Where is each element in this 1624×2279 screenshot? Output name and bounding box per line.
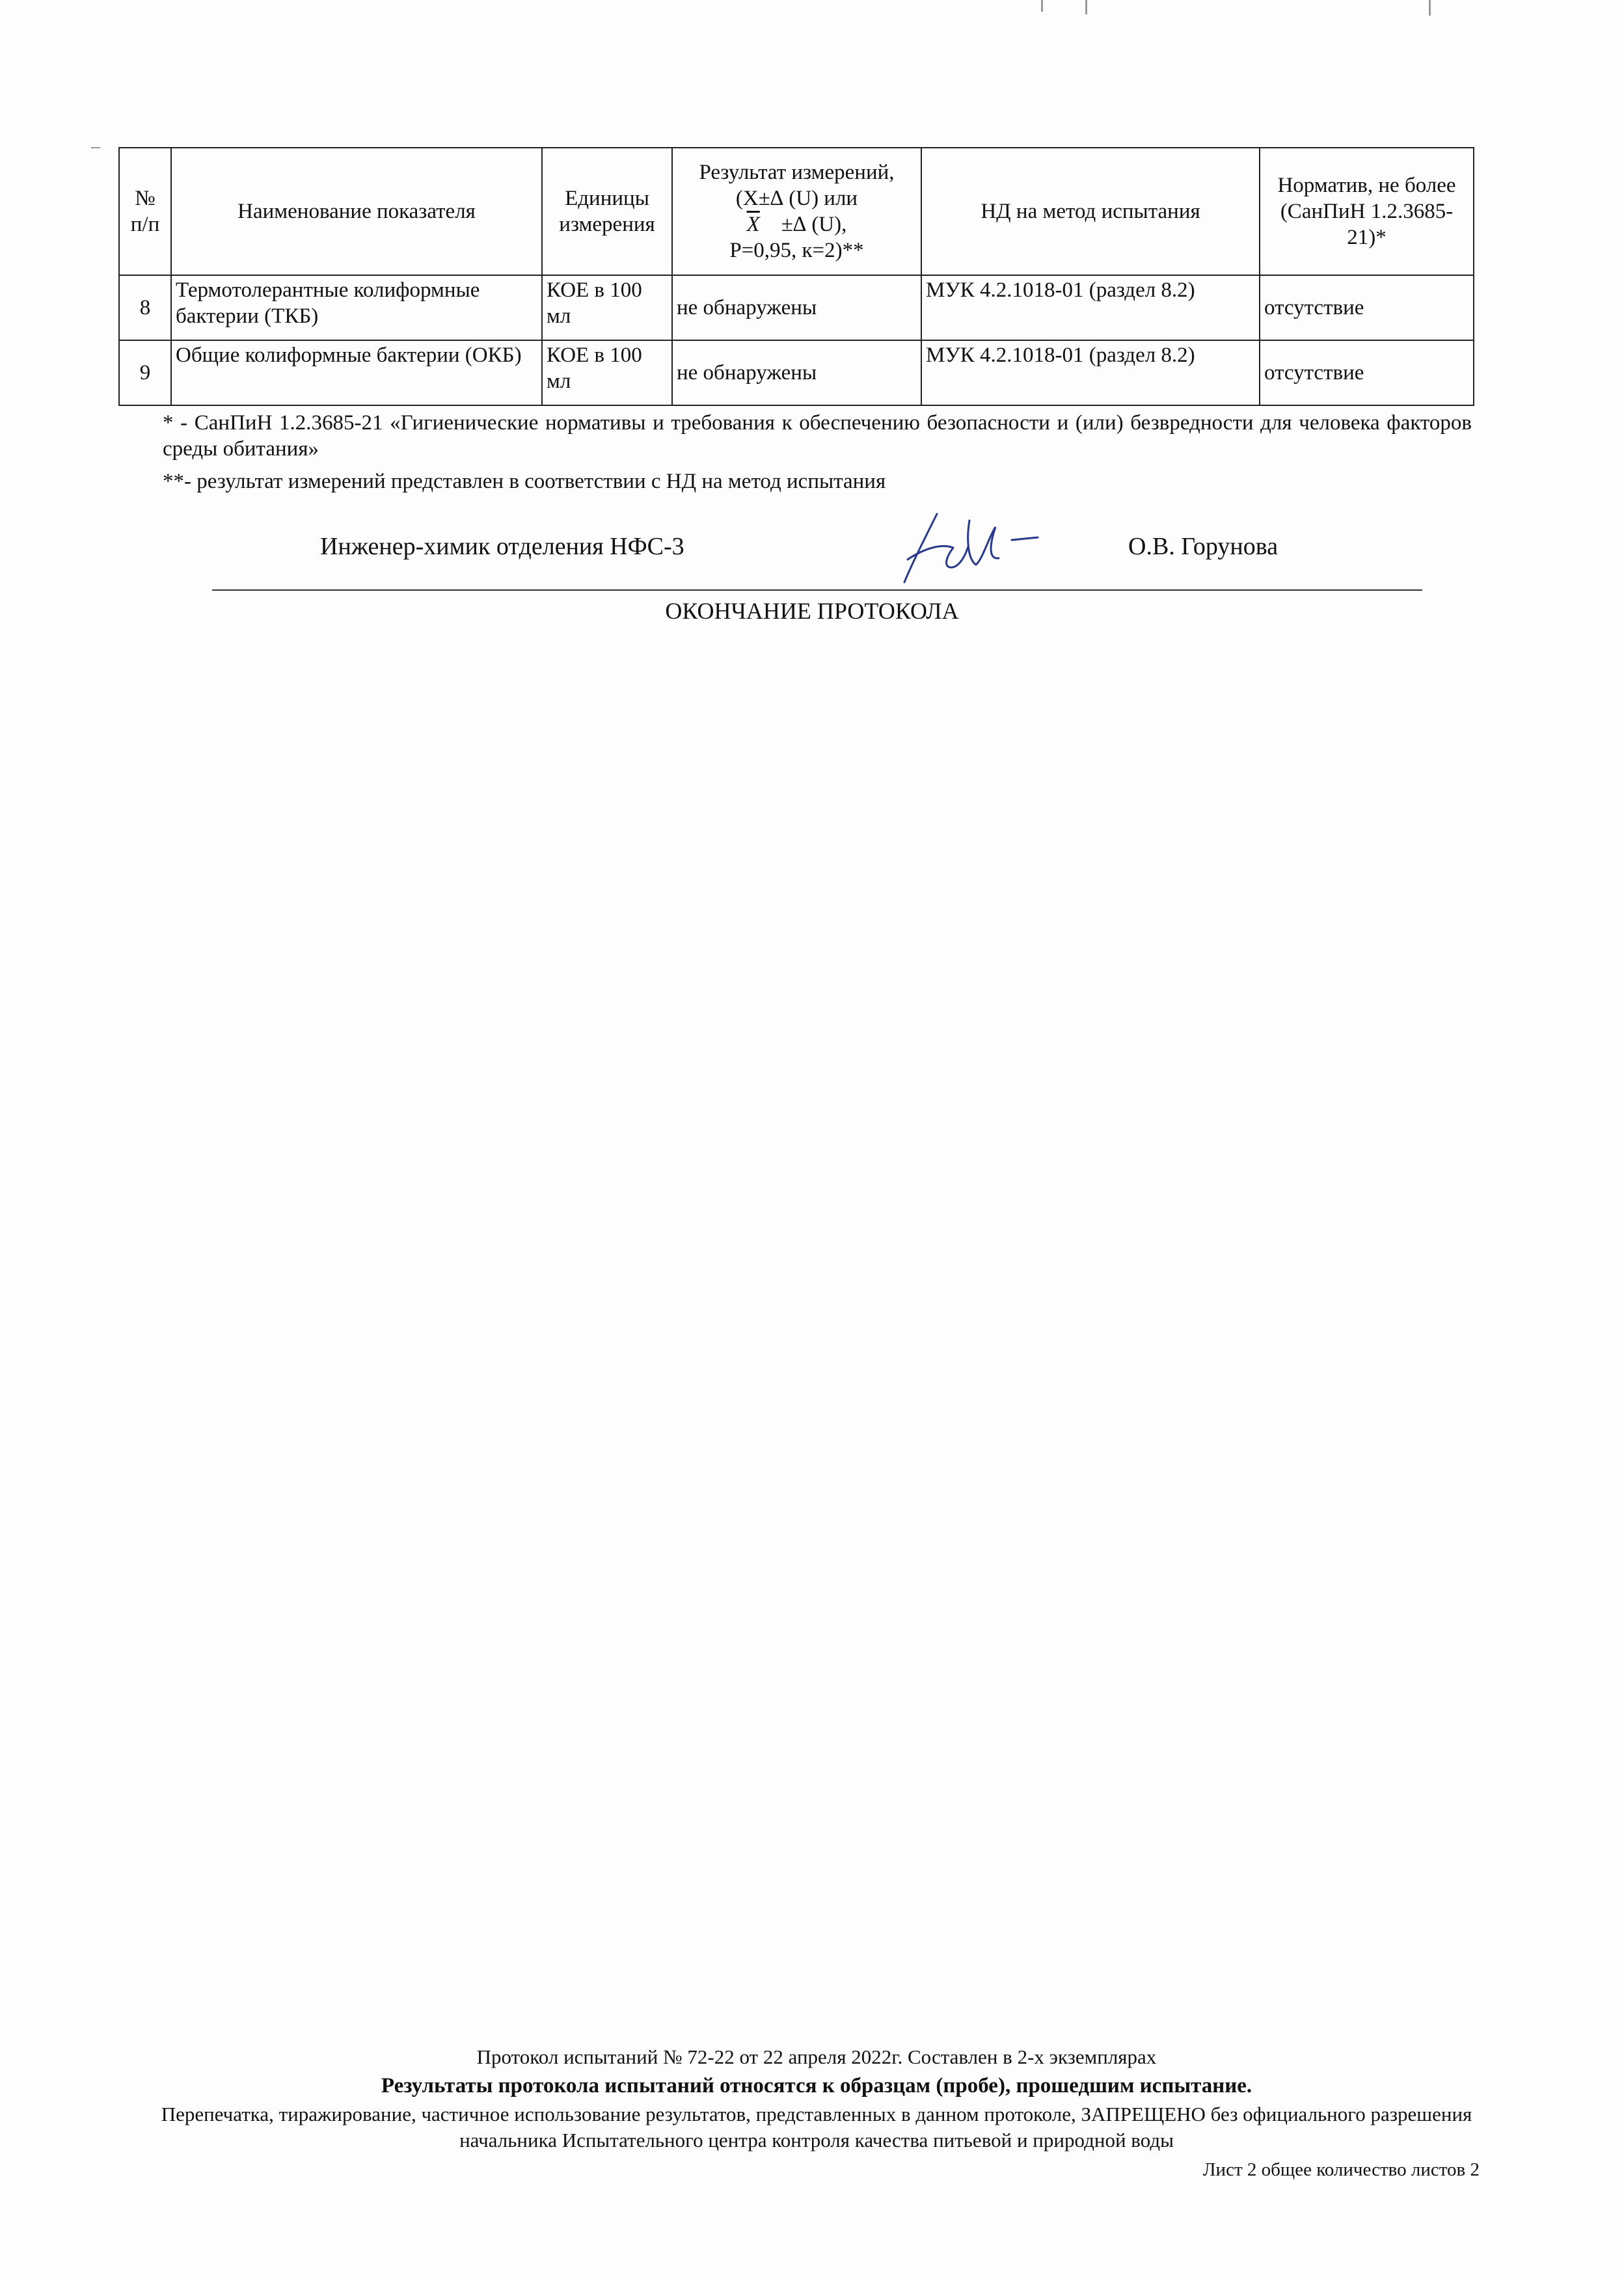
divider: [212, 589, 1422, 591]
row-units: КОЕ в 100 мл: [542, 275, 672, 340]
header-method: НД на метод испытания: [921, 148, 1260, 275]
scan-mark: [1041, 0, 1043, 12]
row-result: не обнаружены: [672, 340, 921, 405]
header-result-line2: (Х±∆ (U) или: [735, 186, 858, 210]
table-row: [119, 340, 1474, 405]
row-num: 8: [119, 275, 171, 340]
table-row: [119, 275, 1474, 340]
row-method: МУК 4.2.1018-01 (раздел 8.2): [921, 340, 1260, 405]
header-result-xbar: $\overline{X}$: [746, 213, 760, 236]
row-norm: отсутствие: [1260, 340, 1474, 405]
header-result: [672, 148, 921, 275]
results-disclaimer: Результаты протокола испытаний относятся к образцам (пробе), прошедшим испытание.: [381, 2074, 1252, 2097]
header-result-line1: Результат измерений,: [699, 160, 895, 184]
row-name: Общие колиформные бактерии (ОКБ): [171, 340, 542, 405]
scan-mark: [1085, 0, 1087, 14]
protocol-info: Протокол испытаний № 72-22 от 22 апреля 2022г. Составлен в 2-х экземплярах: [476, 2045, 1157, 2068]
row-units: КОЕ в 100 мл: [542, 340, 672, 405]
row-num: 9: [119, 340, 171, 405]
signer-name: О.В. Горунова: [1128, 533, 1279, 560]
results-table: [118, 147, 1474, 406]
reprint-notice: Перепечатка, тиражирование, частичное использование результатов, представленных в данном протоколе, ЗАПРЕЩЕНО без официального разрешения начальника Испытательного центра контроля качества питьевой и природной воды: [161, 2103, 1472, 2152]
row-result: не обнаружены: [672, 275, 921, 340]
header-result-line3-wrap: [677, 211, 917, 237]
scan-mark: [91, 147, 100, 148]
header-norm: Норматив, не более (СанПиН 1.2.3685-21)*: [1260, 148, 1474, 275]
handwritten-signature: [891, 501, 1061, 586]
end-of-protocol-label: ОКОНЧАНИЕ ПРОТОКОЛА: [665, 598, 959, 624]
footnote-1: * - СанПиН 1.2.3685-21 «Гигиенические нормативы и требования к обеспечению безопасности и (или) безвредности для человека факторов среды обитания»: [163, 411, 1472, 461]
header-name: Наименование показателя: [171, 148, 542, 275]
footnote-2: **- результат измерений представлен в соответствии с НД на метод испытания: [163, 470, 886, 493]
scan-mark: [1429, 0, 1431, 16]
header-result-line4: Р=0,95, к=2)**: [729, 239, 864, 263]
table-header-row: [119, 148, 1474, 275]
header-units: Единицы измерения: [542, 148, 672, 275]
row-method: МУК 4.2.1018-01 (раздел 8.2): [921, 275, 1260, 340]
header-num: № п/п: [119, 148, 171, 275]
row-norm: отсутствие: [1260, 275, 1474, 340]
sheet-counter: Лист 2 общее количество листов 2: [1202, 2159, 1480, 2180]
row-name: Термотолерантные колиформные бактерии (ТКБ): [171, 275, 542, 340]
header-result-line3: ±∆ (U),: [781, 213, 847, 236]
signer-position: Инженер-химик отделения НФС-3: [320, 533, 684, 560]
